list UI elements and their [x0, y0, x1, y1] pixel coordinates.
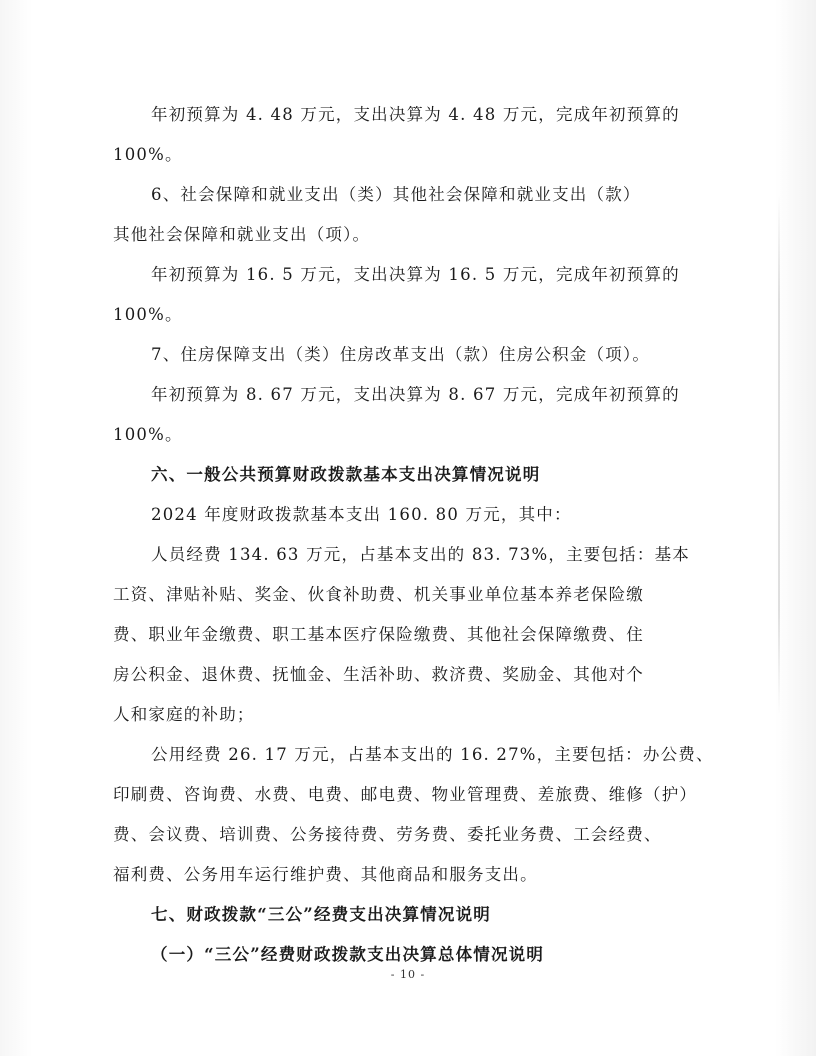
text-line-14: 费、职业年金缴费、职工基本医疗保险缴费、其他社会保障缴费、住	[113, 625, 644, 644]
text-line-7: 7、住房保障支出（类）住房改革支出（款）住房公积金（项）。	[151, 345, 651, 364]
text-line-5: 年初预算为 16. 5 万元，支出决算为 16. 5 万元，完成年初预算的	[151, 265, 680, 284]
section-heading-7: 七、财政拨款“三公”经费支出决算情况说明	[151, 905, 491, 924]
text-line-4: 其他社会保障和就业支出（项）。	[113, 225, 371, 244]
text-line-16: 人和家庭的补助；	[113, 705, 255, 724]
text-line-19: 费、会议费、培训费、公务接待费、劳务费、委托业务费、工会经费、	[113, 825, 662, 844]
text-line-6: 100%。	[113, 305, 183, 324]
text-line-3: 6、社会保障和就业支出（类）其他社会保障和就业支出（款）	[151, 185, 641, 204]
text-line-11: 2024 年度财政拨款基本支出 160. 80 万元，其中：	[151, 505, 572, 524]
text-line-18: 印刷费、咨询费、水费、电费、邮电费、物业管理费、差旅费、维修（护）	[113, 785, 698, 804]
subsection-heading-1: （一）“三公”经费财政拨款支出决算总体情况说明	[151, 945, 545, 964]
text-line-20: 福利费、公务用车运行维护费、其他商品和服务支出。	[113, 865, 538, 884]
text-line-13: 工资、津贴补贴、奖金、伙食补助费、机关事业单位基本养老保险缴	[113, 585, 644, 604]
page-number: - 10 -	[390, 968, 426, 981]
text-line-9: 100%。	[113, 425, 183, 444]
section-heading-6: 六、一般公共预算财政拨款基本支出决算情况说明	[151, 465, 541, 484]
text-line-1: 年初预算为 4. 48 万元，支出决算为 4. 48 万元，完成年初预算的	[151, 105, 680, 124]
text-line-12: 人员经费 134. 63 万元，占基本支出的 83. 73%，主要包括：基本	[151, 545, 690, 564]
scan-edge-shadow	[778, 195, 780, 715]
text-line-17: 公用经费 26. 17 万元，占基本支出的 16. 27%，主要包括：办公费、	[151, 745, 714, 764]
text-line-2: 100%。	[113, 145, 183, 164]
text-line-8: 年初预算为 8. 67 万元，支出决算为 8. 67 万元，完成年初预算的	[151, 385, 680, 404]
text-line-15: 房公积金、退休费、抚恤金、生活补助、救济费、奖励金、其他对个	[113, 665, 644, 684]
